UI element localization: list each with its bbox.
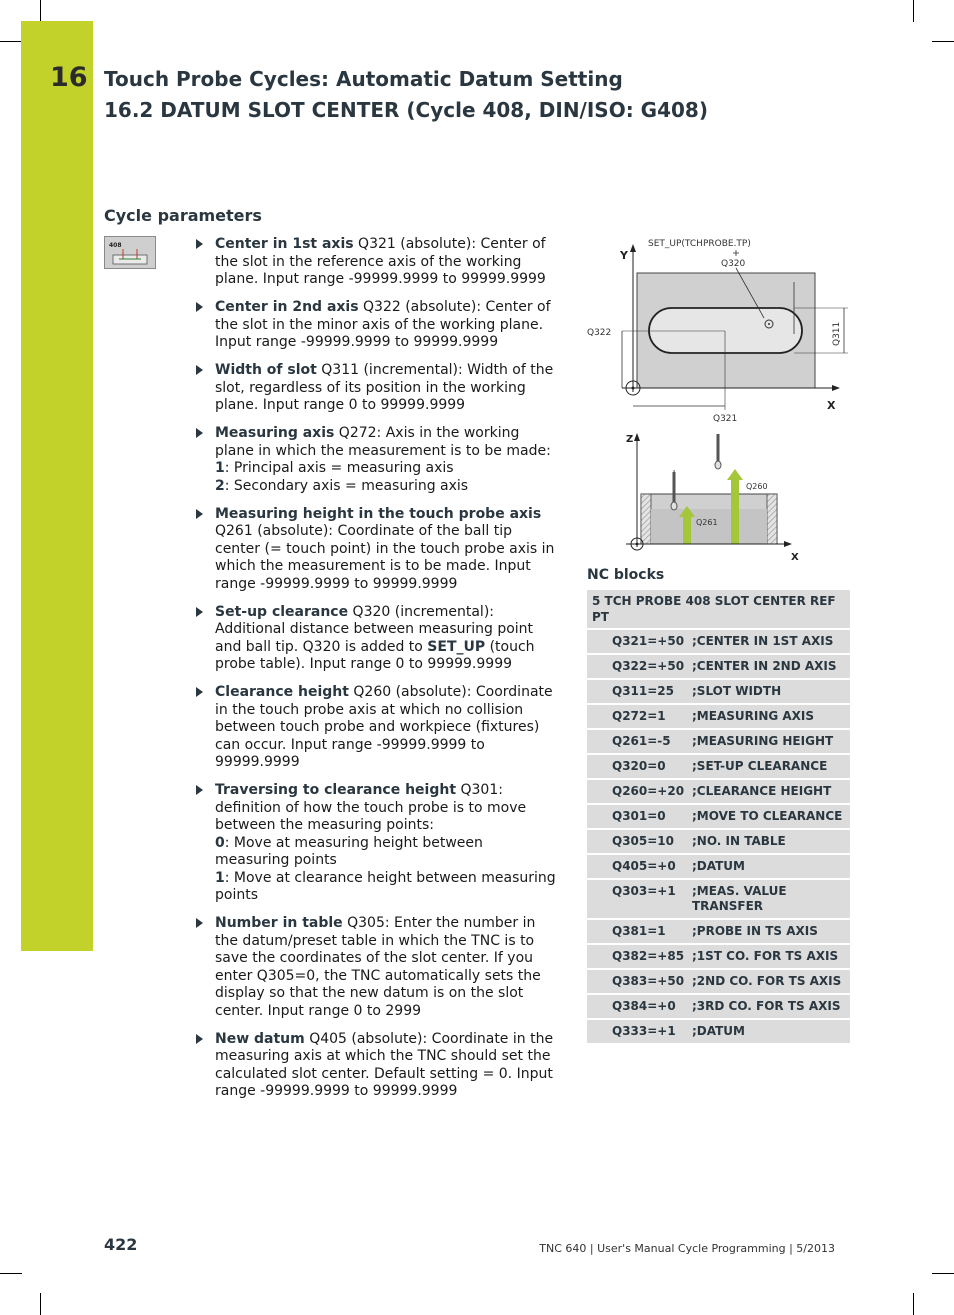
param-item: [196, 299, 558, 352]
param-item: [196, 425, 558, 495]
crop-mark: [932, 41, 954, 42]
nc-comment: ;NO. IN TABLE: [692, 830, 850, 855]
param-item: [196, 915, 558, 1020]
table-row: [587, 920, 850, 945]
param-item: [196, 604, 558, 674]
table-row: [587, 945, 850, 970]
param-desc: Q261 (absolute): Coordinate of the ball tip center (= touch point) in the touch probe axis in which the measurement is to be made. Input range -99999.9999 to 99999.9999: [215, 523, 555, 592]
param-item: [196, 684, 558, 772]
nc-comment: ;3RD CO. FOR TS AXIS: [692, 995, 850, 1020]
nc-code: Q301=0: [587, 805, 692, 830]
param-item: [196, 506, 558, 594]
param-option-key: 1: [215, 460, 225, 476]
bullet-arrow-icon: [196, 687, 203, 697]
nc-comment: ;PROBE IN TS AXIS: [692, 920, 850, 945]
param-desc: Q305: Enter the number in the datum/preset table in which the TNC is to save the coordinates of the slot center. If you enter Q305=0, the TNC automatically sets the display so that the new datum is on the slot center. Input range 0 to 2999: [215, 915, 541, 1019]
param-desc: Q272: Axis in the working plane in which the measurement is to be made:: [215, 425, 551, 459]
section-heading: 16.2 DATUM SLOT CENTER (Cycle 408, DIN/ISO: G408): [104, 98, 708, 122]
z-axis-label: Z: [626, 434, 634, 445]
nc-code: Q311=25: [587, 680, 692, 705]
table-row: [587, 730, 850, 755]
param-desc: Q260 (absolute): Coordinate in the touch probe axis at which no collision between touch probe and workpiece (fixtures) can occur. Input range -99999.9999 to 99999.9999: [215, 684, 553, 770]
param-desc: Q405 (absolute): Coordinate in the measuring axis at which the TNC should set the calculated slot center. Default setting = 0. Input range -99999.9999 to 99999.9999: [215, 1030, 554, 1099]
nc-comment: ;CENTER IN 1ST AXIS: [692, 630, 850, 655]
nc-blocks-title: NC blocks: [587, 567, 665, 583]
table-row: [587, 970, 850, 995]
param-keyword: SET_UP: [427, 638, 486, 655]
param-name: Number in table: [215, 915, 343, 931]
y-axis-label: Y: [620, 249, 628, 262]
q321-label: Q321: [713, 414, 738, 424]
nc-comment: ;SET-UP CLEARANCE: [692, 755, 850, 780]
table-row: [587, 805, 850, 830]
nc-comment: ;DATUM: [692, 855, 850, 880]
nc-code: Q333=+1: [587, 1020, 692, 1045]
top-view: [587, 239, 848, 424]
param-option-text: : Move at clearance height between measuring points: [215, 869, 556, 903]
crop-mark: [40, 0, 41, 22]
table-row: [587, 995, 850, 1020]
nc-code: Q382=+85: [587, 945, 692, 970]
crop-mark: [913, 0, 914, 22]
q261-label: Q261: [696, 518, 718, 527]
nc-comment: ;MOVE TO CLEARANCE: [692, 805, 850, 830]
nc-comment: ;CENTER IN 2ND AXIS: [692, 655, 850, 680]
param-name: Measuring axis: [215, 425, 335, 441]
footer-text: TNC 640 | User's Manual Cycle Programming | 5/2013: [539, 1242, 835, 1255]
param-option-key: 2: [215, 477, 225, 494]
table-row: [587, 880, 850, 920]
param-name: Width of slot: [215, 362, 317, 378]
table-row: [587, 780, 850, 805]
param-desc: Q301: definition of how the touch probe is to move between the measuring points:: [215, 782, 527, 833]
cycle-icon-label: 408: [109, 242, 122, 249]
table-row: [587, 1020, 850, 1045]
param-desc: Q322 (absolute): Center of the slot in the minor axis of the working plane. Input range -99999.9999 to 99999.9999: [215, 299, 551, 350]
setup-label: SET_UP(TCHPROBE.TP): [648, 239, 751, 249]
bullet-arrow-icon: [196, 428, 203, 438]
param-option-key: 1: [215, 869, 225, 886]
param-item: [196, 1031, 558, 1101]
x-axis-label-side: X: [791, 552, 799, 563]
nc-code: Q405=+0: [587, 855, 692, 880]
table-row: [587, 705, 850, 730]
crop-mark: [40, 1293, 41, 1315]
table-row: [587, 655, 850, 680]
nc-comment: ;CLEARANCE HEIGHT: [692, 780, 850, 805]
param-item: [196, 782, 558, 905]
nc-comment: ;MEASURING HEIGHT: [692, 730, 850, 755]
nc-code: Q383=+50: [587, 970, 692, 995]
param-item: [196, 236, 558, 289]
chapter-number: 16: [50, 62, 88, 93]
param-item: [196, 362, 558, 415]
nc-header: 5 TCH PROBE 408 SLOT CENTER REF PT: [587, 590, 850, 630]
param-desc: Q311 (incremental): Width of the slot, regardless of its position in the working plane. Input range 0 to 99999.9999: [215, 362, 554, 413]
nc-code: Q305=10: [587, 830, 692, 855]
nc-code: Q261=-5: [587, 730, 692, 755]
param-desc: Q321 (absolute): Center of the slot in the reference axis of the working plane. Input range -99999.9999 to 99999.9999: [215, 236, 546, 287]
nc-code: Q260=+20: [587, 780, 692, 805]
parameter-list: [196, 236, 558, 1111]
param-option-text: : Move at measuring height between measuring points: [215, 834, 483, 868]
bullet-arrow-icon: [196, 785, 203, 795]
nc-comment: ;MEAS. VALUE TRANSFER: [692, 880, 850, 920]
param-option-text: : Secondary axis = measuring axis: [224, 477, 469, 494]
nc-code: Q384=+0: [587, 995, 692, 1020]
param-name: Center in 2nd axis: [215, 299, 359, 315]
nc-comment: ;DATUM: [692, 1020, 850, 1045]
bullet-arrow-icon: [196, 302, 203, 312]
table-row: [587, 830, 850, 855]
slot-outline: [649, 308, 802, 353]
param-name: New datum: [215, 1030, 305, 1047]
param-name: Traversing to clearance height: [215, 782, 457, 798]
table-row: [587, 855, 850, 880]
param-desc: Q320 (incremental): Additional distance between measuring point and ball tip. Q320 is added to: [215, 603, 534, 655]
cycle-408-icon: [104, 236, 156, 269]
crop-mark: [0, 41, 22, 42]
page-number: 422: [104, 1235, 138, 1254]
chapter-tab-bar: [21, 21, 93, 951]
param-name: Set-up clearance: [215, 603, 349, 620]
x-axis-label: X: [827, 399, 836, 412]
bullet-arrow-icon: [196, 239, 203, 249]
bullet-arrow-icon: [196, 509, 203, 519]
table-header-row: [587, 590, 850, 630]
nc-code: Q322=+50: [587, 655, 692, 680]
nc-blocks-table: [587, 590, 850, 1045]
cycle-parameters-title: Cycle parameters: [104, 206, 262, 225]
nc-code: Q320=0: [587, 755, 692, 780]
side-view: [626, 433, 799, 563]
param-desc: (touch probe table). Input range 0 to 99999.9999: [215, 638, 535, 672]
nc-code: Q381=1: [587, 920, 692, 945]
crop-mark: [0, 1273, 22, 1274]
table-row: [587, 755, 850, 780]
table-row: [587, 630, 850, 655]
bullet-arrow-icon: [196, 365, 203, 375]
slot-center-figure: [582, 234, 850, 566]
crop-mark: [932, 1273, 954, 1274]
nc-comment: ;MEASURING AXIS: [692, 705, 850, 730]
nc-comment: ;2ND CO. FOR TS AXIS: [692, 970, 850, 995]
param-option-key: 0: [215, 834, 225, 851]
table-row: [587, 680, 850, 705]
q322-label: Q322: [587, 328, 612, 338]
bullet-arrow-icon: [196, 607, 203, 617]
q311-label: Q311: [832, 321, 842, 346]
q260-label: Q260: [746, 482, 768, 491]
nc-comment: ;SLOT WIDTH: [692, 680, 850, 705]
param-name: Center in 1st axis: [215, 236, 354, 252]
nc-comment: ;1ST CO. FOR TS AXIS: [692, 945, 850, 970]
nc-code: Q303=+1: [587, 880, 692, 920]
nc-code: Q321=+50: [587, 630, 692, 655]
q320-label: Q320: [721, 259, 746, 269]
bullet-arrow-icon: [196, 918, 203, 928]
crop-mark: [913, 1293, 914, 1315]
param-name: Measuring height in the touch probe axis: [215, 505, 542, 522]
nc-code: Q272=1: [587, 705, 692, 730]
chapter-title: Touch Probe Cycles: Automatic Datum Setting: [104, 67, 623, 91]
bullet-arrow-icon: [196, 1034, 203, 1044]
param-option-text: : Principal axis = measuring axis: [224, 460, 454, 476]
param-name: Clearance height: [215, 684, 349, 700]
